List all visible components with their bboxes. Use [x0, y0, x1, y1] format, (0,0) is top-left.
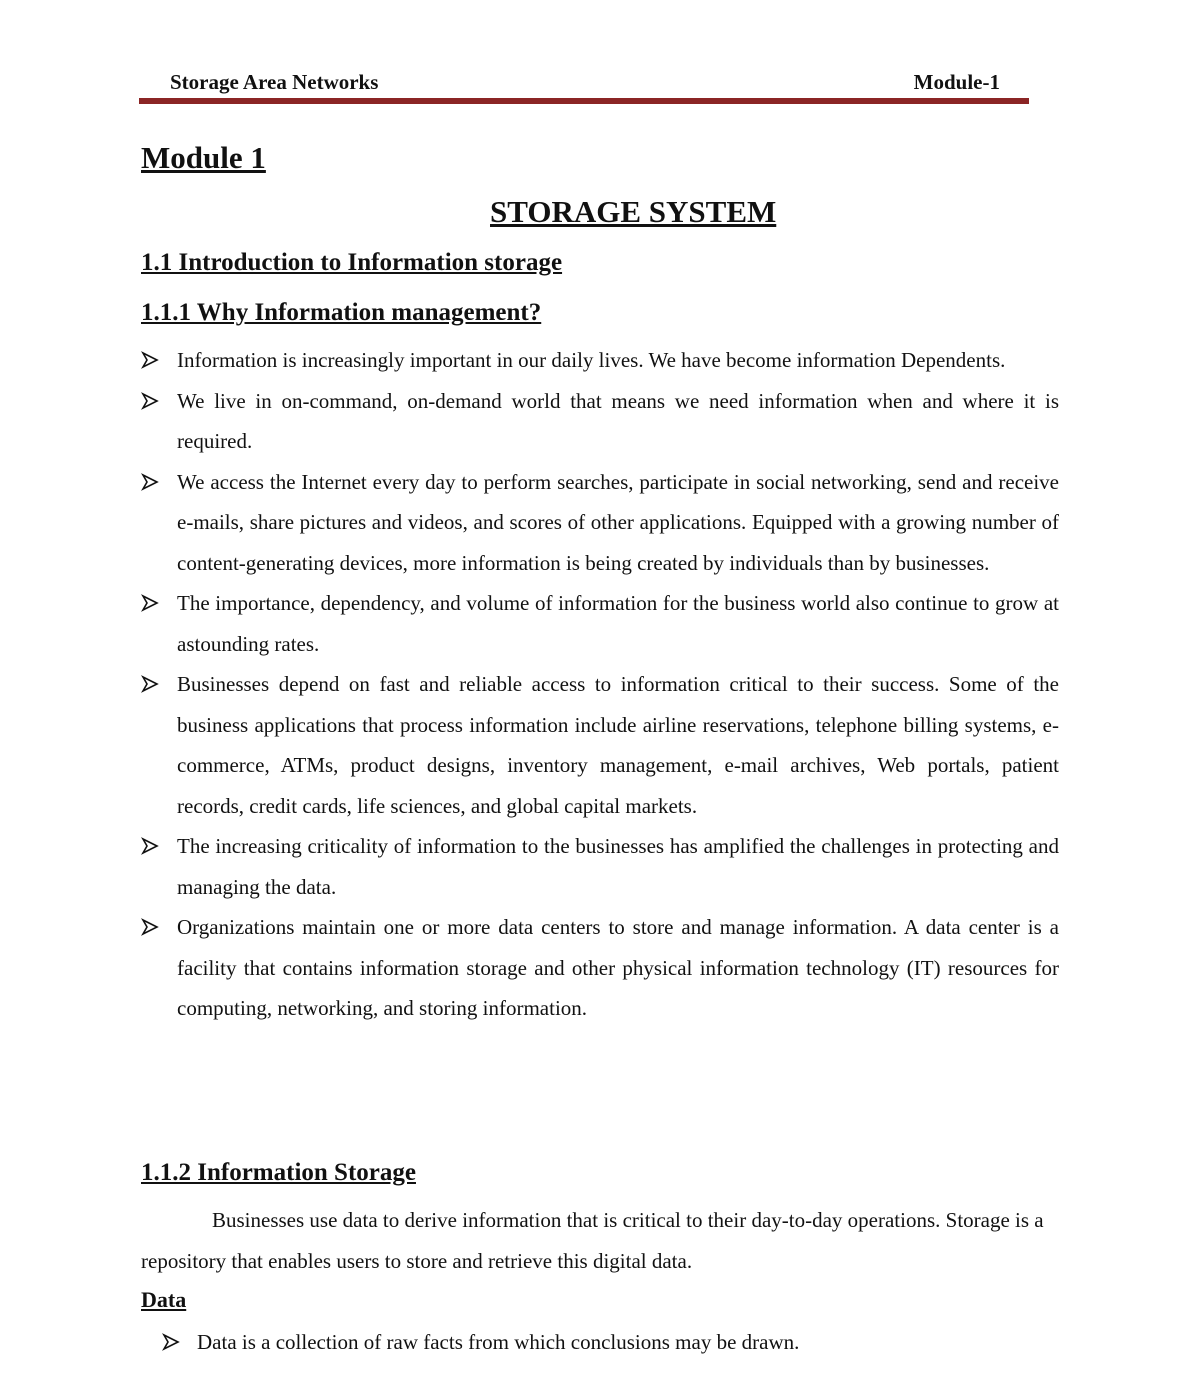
paragraph-text: Businesses use data to derive information that is critical to their day-to-day operations. Storage is a repository that enables users to store and retrieve this digital data.: [141, 1208, 1044, 1273]
arrow-bullet-icon: [141, 675, 159, 693]
list-item-text: We live in on-command, on-demand world that means we need information when and where it is required.: [177, 388, 1059, 453]
section-heading-1-1-1: 1.1.1 Why Information management?: [141, 299, 542, 326]
arrow-bullet-icon: [162, 1333, 180, 1351]
information-storage-paragraph: [141, 1200, 1059, 1282]
section-heading-1-1-2: 1.1.2 Information Storage: [141, 1159, 416, 1186]
header-course-title: Storage Area Networks: [170, 70, 379, 94]
arrow-bullet-icon: [141, 351, 159, 369]
list-item: [141, 340, 1059, 381]
list-item-text: Organizations maintain one or more data centers to store and manage information. A data center is a facility that contains information storage and other physical information technology (IT) resources for computing, networking, and storing information.: [177, 915, 1059, 1020]
section-heading-1-1: 1.1 Introduction to Information storage: [141, 249, 563, 276]
running-header: [170, 70, 1000, 98]
arrow-bullet-icon: [141, 392, 159, 410]
header-module-label: Module-1: [913, 70, 1000, 94]
arrow-bullet-icon: [141, 918, 159, 936]
list-item-text: Information is increasingly important in our daily lives. We have become information Dependents.: [177, 348, 1006, 372]
list-item-text: Businesses depend on fast and reliable access to information critical to their success. Some of the business applications that process information include airline reservations, telephone billing systems, e-commerce, ATMs, product designs, inventory management, e-mail archives, Web portals, patient records, credit cards, life sciences, and global capital markets.: [177, 672, 1059, 818]
list-item-text: We access the Internet every day to perform searches, participate in social networking, send and receive e-mails, share pictures and videos, and scores of other applications. Equipped with a growing number of content-generating devices, more information is being created by individuals than by businesses.: [177, 469, 1059, 575]
data-subheading: Data: [141, 1287, 187, 1312]
module-title: Module 1: [141, 140, 266, 175]
list-item-text: Data is a collection of raw facts from which conclusions may be drawn.: [197, 1330, 800, 1354]
list-item-text: The increasing criticality of information to the businesses has amplified the challenges in protecting and managing the data.: [177, 834, 1059, 899]
list-item: [162, 1322, 1059, 1362]
list-item-text: The importance, dependency, and volume of information for the business world also continue to grow at astounding rates.: [177, 591, 1059, 656]
list-item: [141, 462, 1059, 584]
arrow-bullet-icon: [141, 594, 159, 612]
arrow-bullet-icon: [141, 837, 159, 855]
arrow-bullet-icon: [141, 473, 159, 491]
data-bullet-list: [162, 1322, 1059, 1362]
list-item: [141, 381, 1059, 462]
list-item: [141, 907, 1059, 1029]
why-information-bullet-list: [141, 340, 1059, 1029]
document-title: STORAGE SYSTEM: [490, 194, 777, 229]
list-item: [141, 664, 1059, 826]
list-item: [141, 583, 1059, 664]
list-item: [141, 826, 1059, 907]
header-rule: [139, 98, 1029, 104]
